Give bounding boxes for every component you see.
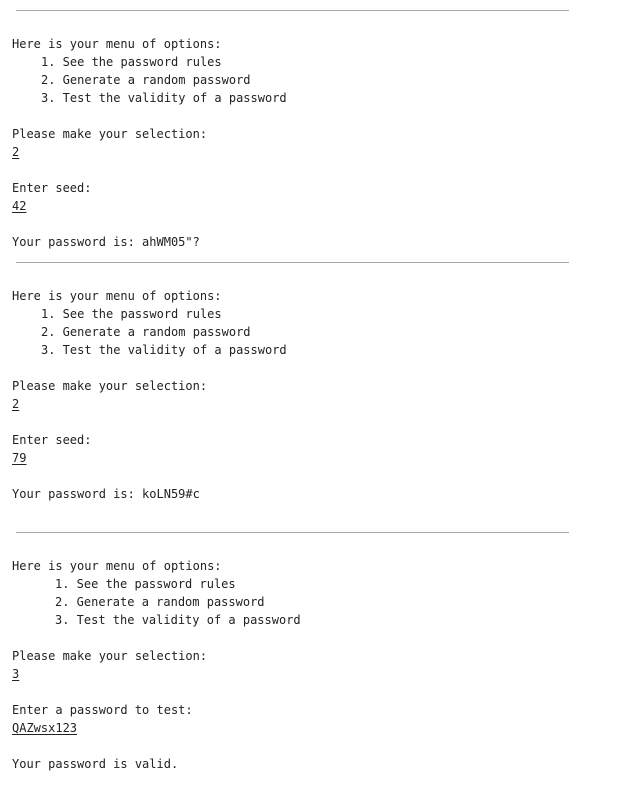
menu-option-test: 3. Test the validity of a password (55, 613, 301, 627)
menu-title: Here is your menu of options: (12, 289, 222, 303)
menu-title: Here is your menu of options: (12, 37, 222, 51)
password-result: Your password is: koLN59#c (12, 487, 200, 501)
selection-prompt: Please make your selection: (12, 649, 208, 663)
menu-option-test: 3. Test the validity of a password (41, 343, 287, 357)
test-password-input[interactable]: QAZwsx123 (12, 721, 78, 735)
menu-option-test: 3. Test the validity of a password (41, 91, 287, 105)
divider (16, 10, 569, 11)
menu-option-rules: 1. See the password rules (41, 307, 222, 321)
menu-option-generate: 2. Generate a random password (41, 73, 251, 87)
password-result: Your password is: ahWM05"? (12, 235, 200, 249)
validity-result: Your password is valid. (12, 757, 179, 771)
divider (16, 262, 569, 263)
menu-option-rules: 1. See the password rules (55, 577, 236, 591)
divider (16, 532, 569, 533)
seed-input[interactable]: 79 (12, 451, 27, 465)
selection-prompt: Please make your selection: (12, 379, 208, 393)
selection-input[interactable]: 2 (12, 397, 20, 411)
menu-title: Here is your menu of options: (12, 559, 222, 573)
seed-input[interactable]: 42 (12, 199, 27, 213)
test-password-prompt: Enter a password to test: (12, 703, 193, 717)
seed-prompt: Enter seed: (12, 433, 92, 447)
selection-input[interactable]: 2 (12, 145, 20, 159)
seed-prompt: Enter seed: (12, 181, 92, 195)
menu-option-generate: 2. Generate a random password (55, 595, 265, 609)
menu-option-generate: 2. Generate a random password (41, 325, 251, 339)
menu-option-rules: 1. See the password rules (41, 55, 222, 69)
selection-input[interactable]: 3 (12, 667, 20, 681)
selection-prompt: Please make your selection: (12, 127, 208, 141)
